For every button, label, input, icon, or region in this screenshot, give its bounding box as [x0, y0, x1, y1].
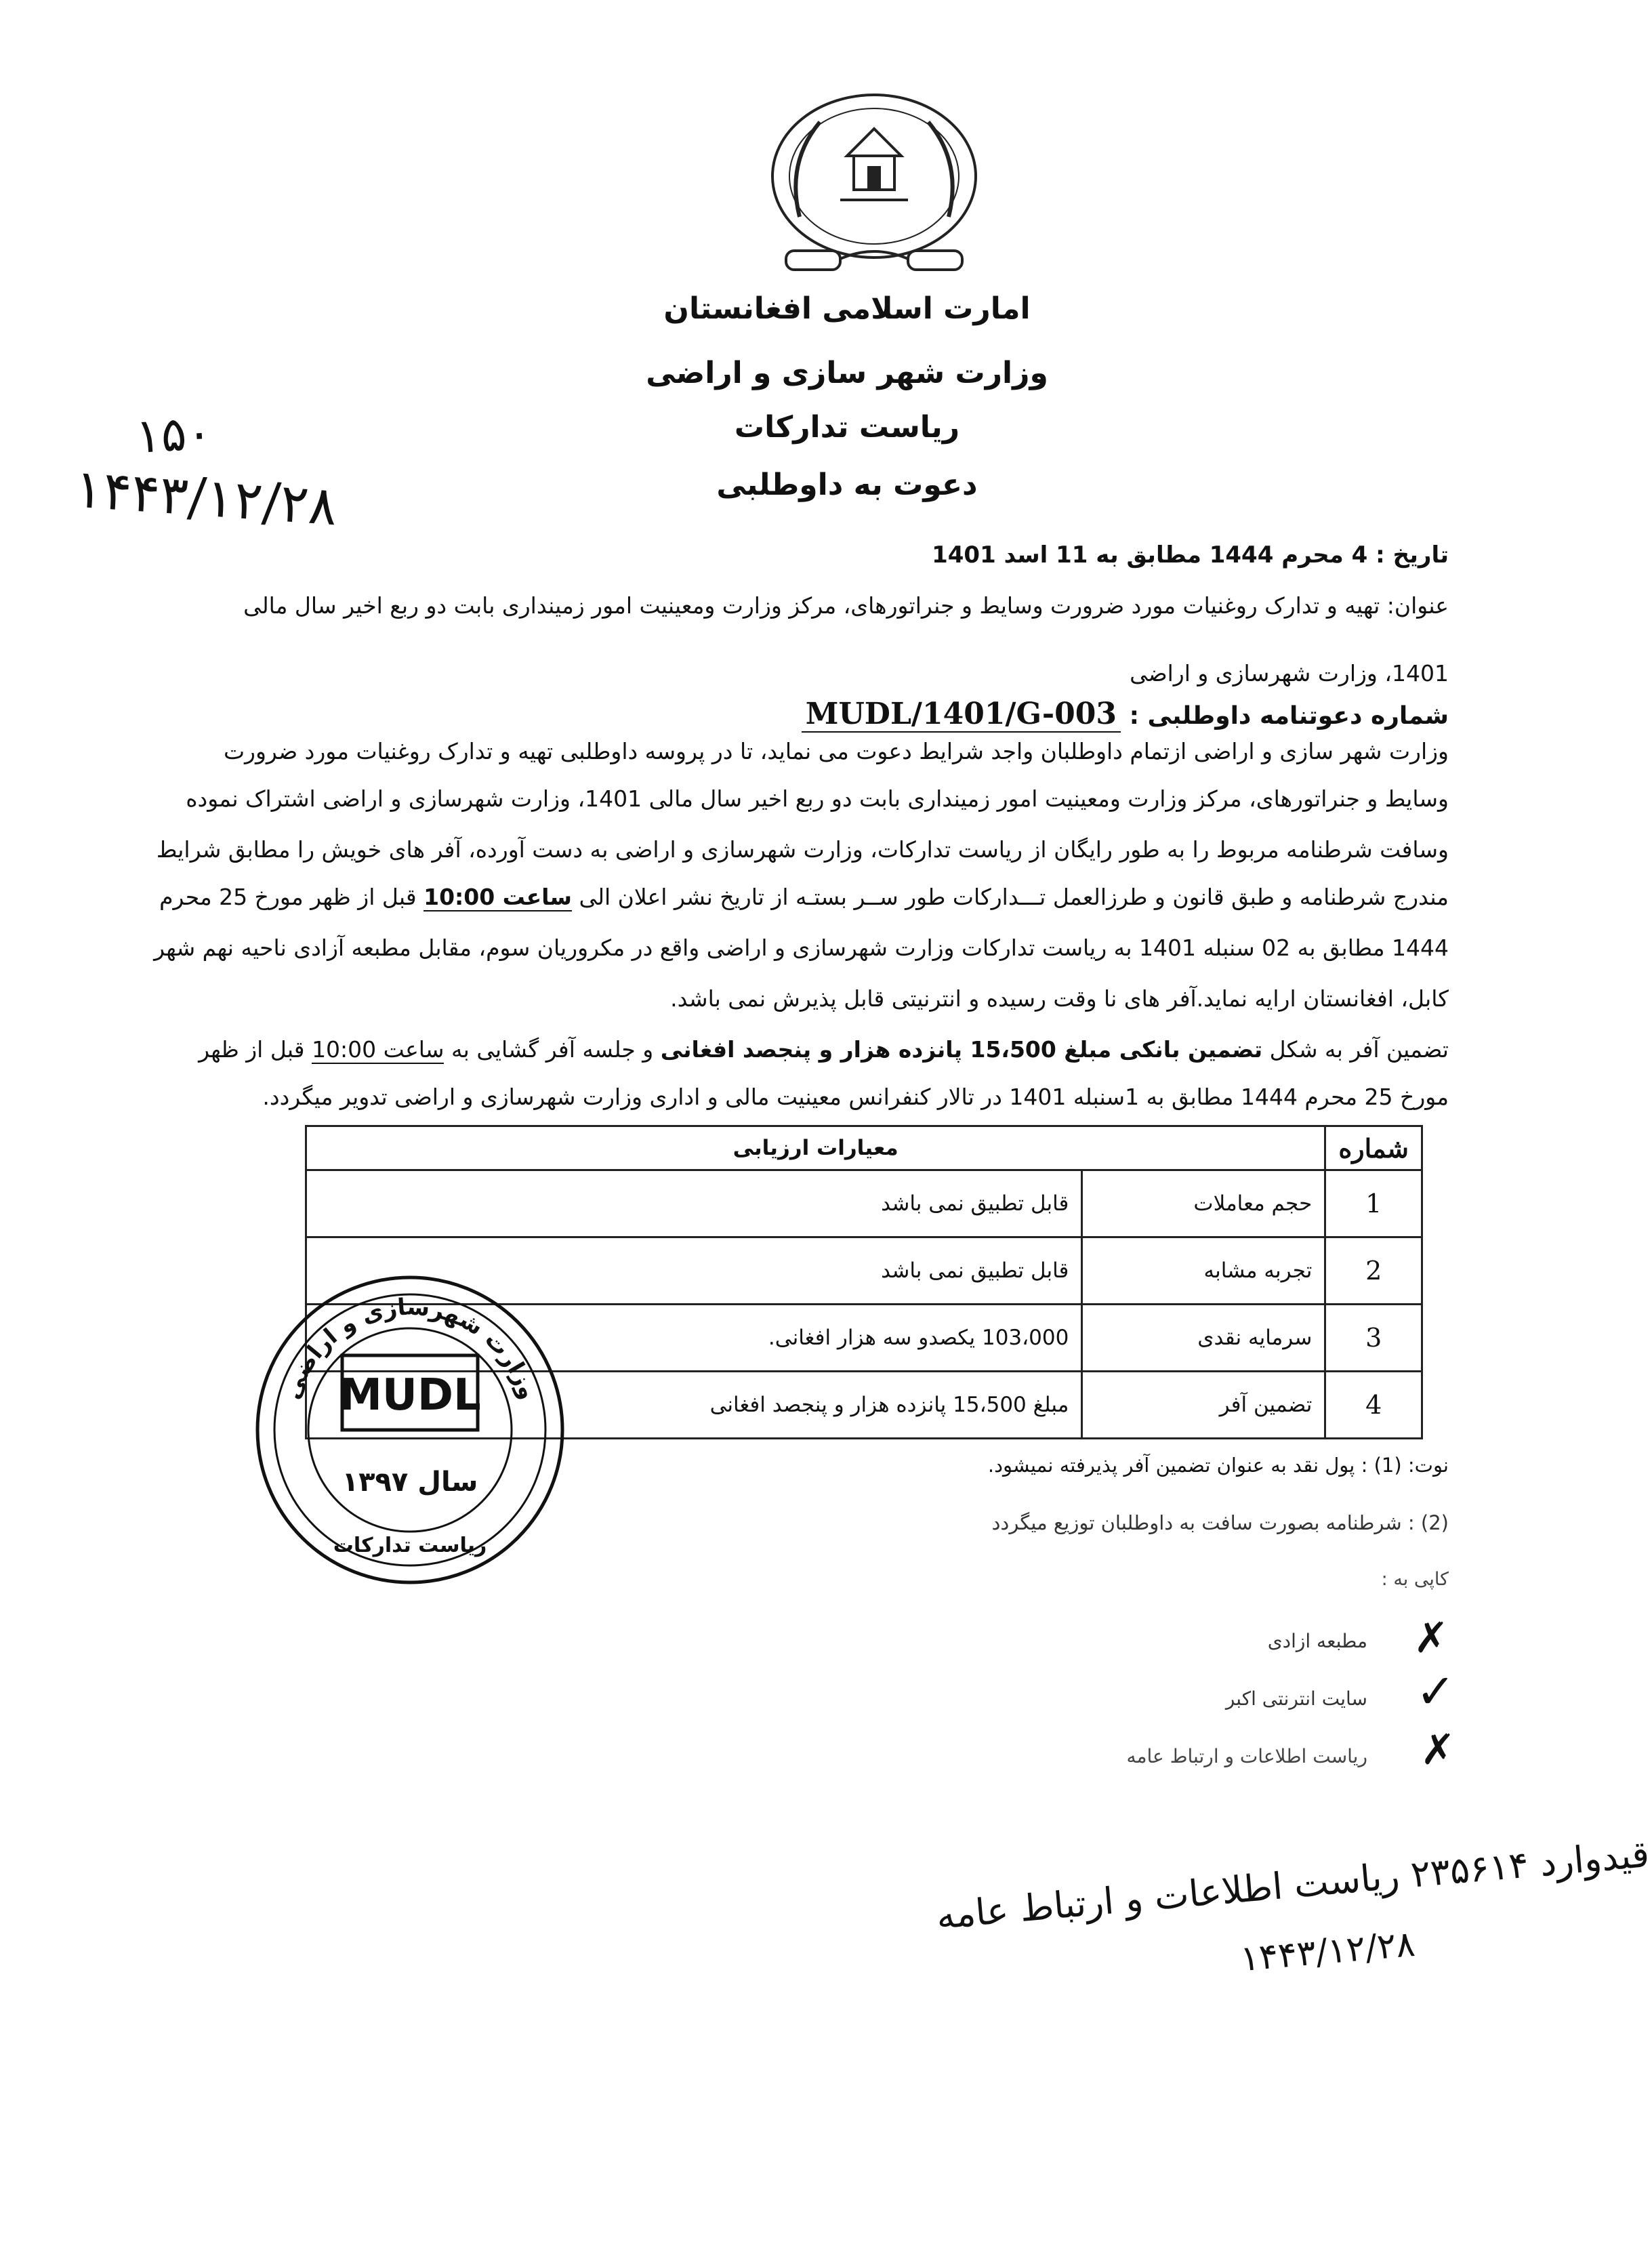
copy-to-label: کاپی به :	[1381, 1569, 1449, 1590]
body-line-7-end: قبل از ظهر	[199, 1036, 305, 1063]
criterion-name: سرمایه نقدی	[1082, 1305, 1325, 1372]
criterion-name: تضمین آفر	[1082, 1372, 1325, 1439]
handwritten-number: ۱۵۰	[133, 405, 213, 464]
subject-line-2: 1401، وزارت شهرسازی و اراضی	[1130, 660, 1449, 687]
table-row	[306, 1170, 1422, 1237]
handwritten-date: ۱۴۴۳/۱۲/۲۸	[73, 458, 339, 538]
tender-reference-code: MUDL/1401/G-003	[802, 697, 1121, 733]
header-ministry: وزارت شهر سازی و اراضی	[646, 356, 1048, 390]
body-line-7	[188, 1033, 1449, 1066]
note-2: (2) : شرطنامه بصورت سافت به داوطلبان توزیع میگردد	[991, 1511, 1449, 1534]
row-number: 4	[1325, 1372, 1422, 1439]
cc-recipient: ریاست اطلاعات و ارتباط عامه	[1126, 1745, 1367, 1767]
tender-reference	[188, 698, 1449, 733]
procurement-stamp	[247, 1267, 573, 1593]
column-header-number: شماره	[1325, 1126, 1422, 1170]
body-line-4-end: قبل از ظهر مورخ 25 محرم	[159, 884, 417, 910]
cc-recipient: مطبعه ازادی	[1267, 1630, 1367, 1652]
header-directorate: ریاست تدارکات	[734, 410, 960, 445]
tender-reference-label: شماره دعوتنامه داوطلبی :	[1129, 702, 1449, 730]
body-line-4-start: مندرج شرطنامه و طبق قانون و طرزالعمل تـــدارکات طور ســر بستـه از تاریخ نشر اعلان الی	[579, 884, 1449, 910]
stamp-year: سال ۱۳۹۷	[342, 1467, 478, 1498]
row-number: 3	[1325, 1305, 1422, 1372]
body-line-7-mid: و جلسه آفر گشایی به	[451, 1036, 654, 1063]
body-line-8: مورخ 25 محرم 1444 مطابق به 1سنبله 1401 در تالار کنفرانس معینیت مالی و اداری وزارت شهرسازی و اراضی تدویر میگردد.	[262, 1084, 1449, 1110]
check-mark-icon: ✓	[1416, 1664, 1455, 1719]
criterion-name: حجم معاملات	[1082, 1170, 1325, 1237]
row-number: 1	[1325, 1170, 1422, 1237]
stamp-bottom-text: ریاست تدارکات	[333, 1534, 487, 1557]
emirate-emblem-icon	[759, 81, 989, 285]
opening-time: ساعت 10:00	[312, 1036, 445, 1063]
cross-mark-icon: ✗	[1420, 1725, 1455, 1774]
header-emirate: امارت اسلامی افغانستان	[663, 291, 1031, 326]
bank-guarantee: تضمین بانکی مبلغ 15،500 پانزده هزار و پنجصد افغانی	[660, 1036, 1263, 1063]
cc-recipient: سایت انترنتی اکبر	[1225, 1687, 1367, 1710]
handwritten-registration-date: ۱۴۴۳/۱۲/۲۸	[1238, 1923, 1417, 1980]
column-header-criteria: معیارات ارزیابی	[306, 1126, 1325, 1170]
body-line-4	[159, 881, 1449, 914]
table-header-row	[306, 1126, 1422, 1170]
subject-line-1: عنوان: تهیه و تدارک روغنیات مورد ضرورت وسایط و جنراتورهای، مرکز وزارت ومعینیت امور زمینداری بابت دو ربع اخیر سال مالی	[243, 592, 1449, 619]
body-line-1: وزارت شهر سازی و اراضی ازتمام داوطلبان واجد شرایط دعوت می نماید، تا در پروسه داوطلبی تهیه و تدارک روغنیات مورد ضرورت	[223, 738, 1449, 764]
note-1: نوت: (1) : پول نقد به عنوان تضمین آفر پذیرفته نمیشود.	[987, 1454, 1449, 1477]
body-line-6: کابل، افغانستان ارایه نماید.آفر های نا وقت رسیده و انترنیتی قابل پذیرش نمی باشد.	[670, 985, 1449, 1012]
stamp-ring-text: وزارت شهرسازی و اراضی	[278, 1293, 542, 1403]
body-line-5: 1444 مطابق به 02 سنبله 1401 به ریاست تدارکات وزارت شهرسازی و اراضی واقع در مکروریان سوم، مقابل مطبعه آزادی ناحیه نهم شهر	[154, 935, 1449, 961]
criterion-value: قابل تطبیق نمی باشد	[306, 1170, 1082, 1237]
criterion-value: مبلغ 15،500 پانزده هزار و پنجصد افغانی	[306, 1372, 1082, 1439]
document-date: تاریخ : 4 محرم 1444 مطابق به 11 اسد 1401	[932, 541, 1449, 569]
criterion-value: 103،000 یکصدو سه هزار افغانی.	[306, 1305, 1082, 1372]
row-number: 2	[1325, 1237, 1422, 1305]
body-line-7-start: تضمین آفر به شکل	[1269, 1036, 1449, 1063]
body-line-2: وسایط و جنراتورهای، مرکز وزارت ومعینیت امور زمینداری بابت دو ربع اخیر سال مالی 1401، وزارت شهرسازی و اراضی اشتراک نموده	[186, 785, 1449, 812]
cross-mark-icon: ✗	[1413, 1613, 1449, 1662]
stamp-logo: MUDL	[339, 1370, 481, 1420]
criterion-value: قابل تطبیق نمی باشد	[306, 1237, 1082, 1305]
handwritten-registration: قیدوارد ۲۳۵۶۱۴ ریاست اطلاعات و ارتباط عامه	[934, 1832, 1651, 1938]
header-title: دعوت به داوطلبی	[716, 468, 978, 502]
criterion-name: تجربه مشابه	[1082, 1237, 1325, 1305]
deadline-time: ساعت 10:00	[424, 884, 572, 910]
body-line-3: وسافت شرطنامه مربوط را به طور رایگان از ریاست تدارکات، وزارت شهرسازی و اراضی به دست آورده، آفر های خویش را مطابق شرایط	[156, 836, 1449, 863]
